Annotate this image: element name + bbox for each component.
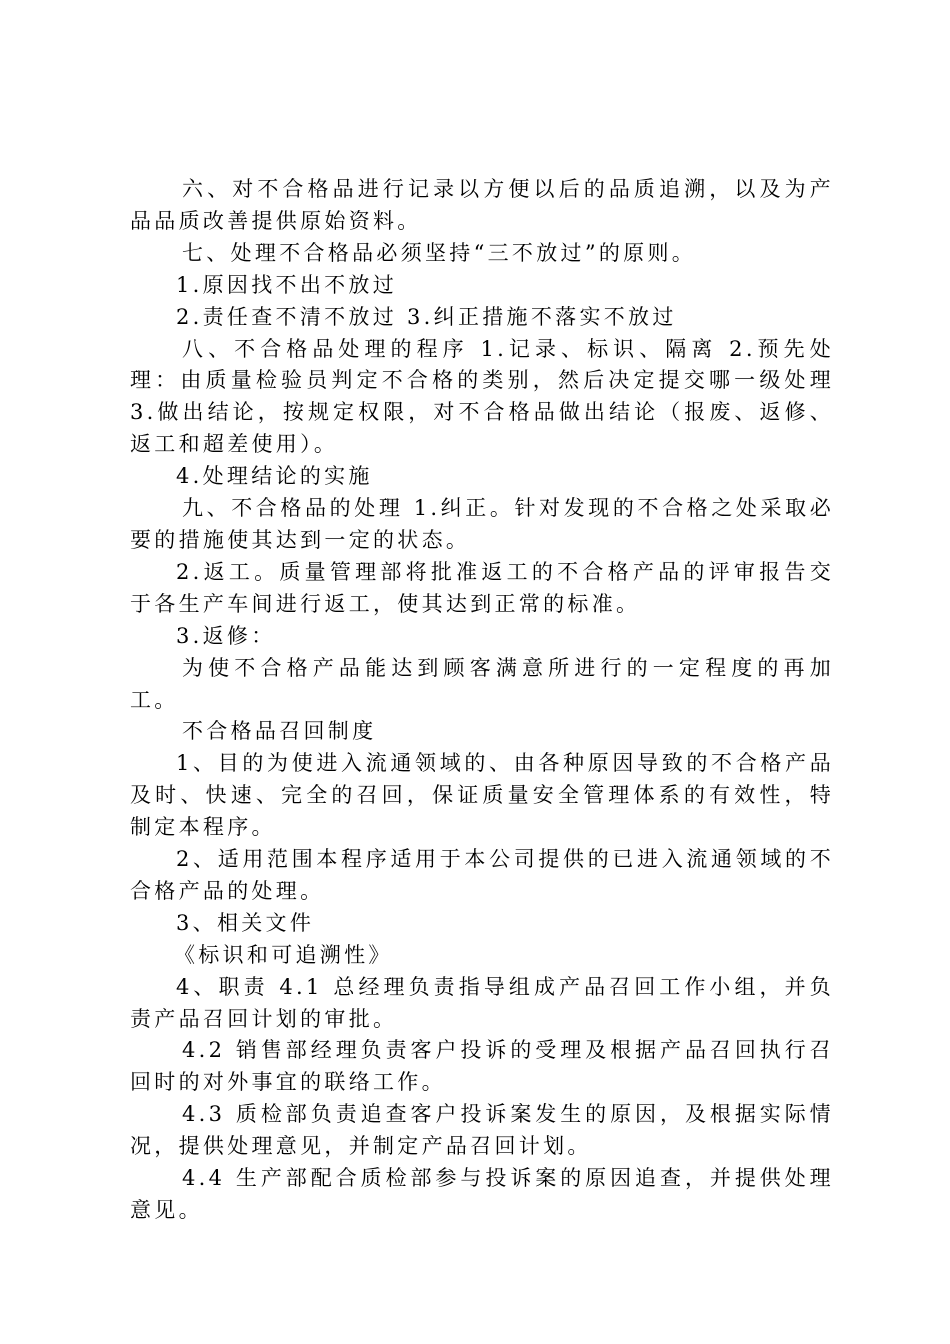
paragraph-7-principle: 七、处理不合格品必须坚持“三不放过”的原则。: [182, 240, 697, 265]
paragraph-9-handling: 九、不合格品的处理 1.纠正。针对发现的不合格之处采取必要的措施使其达到一定的状态。: [130, 496, 834, 552]
paragraph-recall-duty-4-2: 4.2 销售部经理负责客户投诉的受理及根据产品召回执行召回时的对外事宜的联络工作。: [130, 1038, 834, 1095]
paragraph-recall-duty-4-3: 4.3 质检部负责追查客户投诉案发生的原因，及根据实际情况，提供处理意见，并制定产品召回计划。: [130, 1102, 834, 1159]
paragraph-7-item-1: 1.原因找不出不放过: [176, 272, 398, 297]
paragraph-7-item-2-3: 2.责任查不清不放过 3.纠正措施不落实不放过: [176, 304, 677, 329]
paragraph-8-item-4: 4.处理结论的实施: [176, 464, 373, 489]
paragraph-recall-documents: 3、相关文件: [176, 910, 315, 935]
paragraph-8-procedure: 八、不合格品处理的程序 1.记录、标识、隔离 2.预先处理：由质量检验员判定不合格的类别，然后决定提交哪一级处理 3.做出结论，按规定权限，对不合格品做出结论（报废、返修、返工和超差使用）。: [130, 336, 834, 457]
paragraph-recall-duty-4-4: 4.4 生产部配合质检部参与投诉案的原因追查，并提供处理意见。: [130, 1166, 834, 1222]
section-recall-title: 不合格品召回制度: [182, 719, 377, 744]
paragraph-recall-duty-4-1: 4、职责 4.1 总经理负责指导组成产品召回工作小组，并负责产品召回计划的审批。: [130, 974, 834, 1031]
paragraph-9-repair: 3.返修：: [176, 623, 276, 648]
paragraph-6-record: 六、对不合格品进行记录以方便以后的品质追溯，以及为产品品质改善提供原始资料。: [130, 177, 834, 233]
paragraph-9-repair-detail: 为使不合格产品能达到顾客满意所进行的一定程度的再加工。: [130, 655, 834, 712]
paragraph-9-rework: 2.返工。质量管理部将批准返工的不合格产品的评审报告交于各生产车间进行返工，使其达到正常的标准。: [130, 559, 834, 616]
paragraph-recall-scope: 2、适用范围本程序适用于本公司提供的已进入流通领域的不合格产品的处理。: [130, 847, 834, 903]
paragraph-recall-purpose: 1、目的为使进入流通领域的、由各种原因导致的不合格产品及时、快速、完全的召回，保证质量安全管理体系的有效性，特制定本程序。: [130, 751, 834, 840]
paragraph-recall-doc-title: 《标识和可追溯性》: [174, 942, 393, 967]
document-body: [130, 174, 834, 1227]
